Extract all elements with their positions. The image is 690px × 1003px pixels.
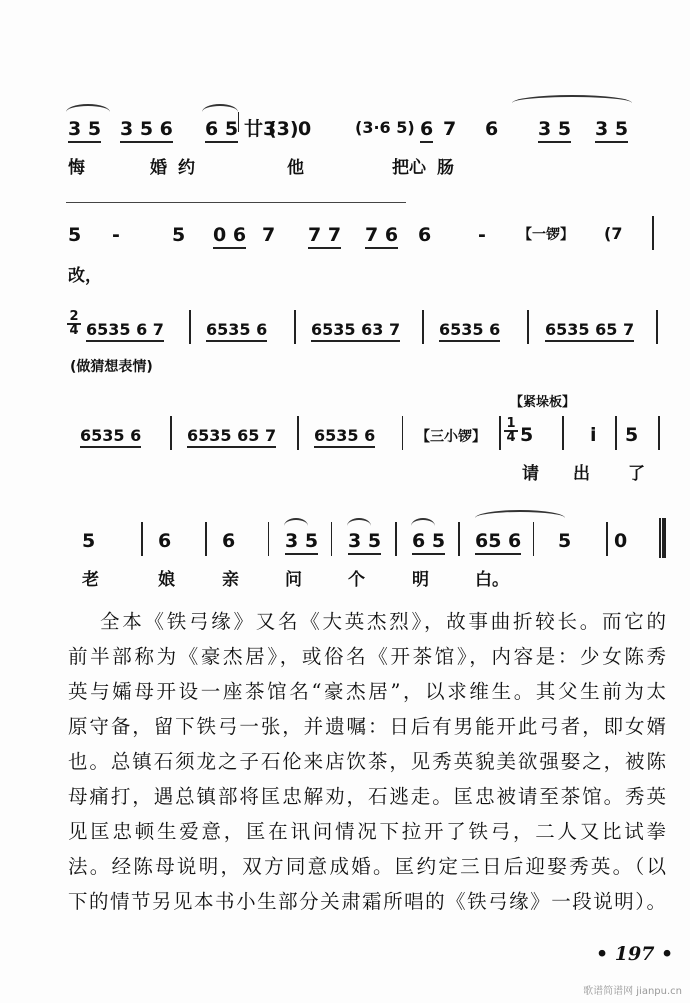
percussion-label: 【三小锣】 bbox=[416, 429, 486, 445]
lyric: 婚 bbox=[150, 158, 167, 178]
paragraph-line: 全本《铁弓缘》又名《大英杰烈》，故事曲折较长。而它的 bbox=[100, 610, 666, 633]
lyric: 肠 bbox=[437, 158, 454, 178]
slur bbox=[512, 95, 632, 111]
note-group: 6535 6 7 bbox=[86, 322, 164, 342]
note-group: 6535 65 7 bbox=[187, 428, 276, 448]
bar-line bbox=[658, 416, 660, 450]
lyric: 改， bbox=[68, 266, 102, 286]
lyric: 把心 bbox=[392, 158, 426, 178]
note-group: 3 5 bbox=[348, 532, 381, 555]
paragraph-line: 也。总镇石须龙之子石伦来店饮茶，见秀英貌美欲强娶之，被陈 bbox=[68, 750, 666, 773]
note-group: 3 5 bbox=[538, 120, 571, 143]
time-signature bbox=[504, 418, 518, 444]
paragraph-line: 法。经陈母说明，双方同意成婚。匡约定三日后迎娶秀英。（以 bbox=[68, 855, 666, 878]
bar-line bbox=[656, 310, 658, 344]
note: (7 bbox=[604, 224, 623, 243]
note: 0 bbox=[614, 530, 628, 552]
ts-bottom: 4 bbox=[506, 430, 516, 445]
ts-top: 2 bbox=[67, 311, 81, 325]
bar-line bbox=[268, 522, 269, 556]
note: 6 bbox=[420, 120, 433, 143]
note: 5 bbox=[520, 424, 534, 446]
description-paragraph bbox=[68, 604, 666, 919]
bar-line bbox=[615, 416, 617, 450]
lyric: 悔 bbox=[68, 158, 85, 178]
note-group: 65 6 bbox=[475, 532, 521, 555]
lyric: 个 bbox=[348, 570, 365, 590]
lyric: 白。 bbox=[475, 570, 509, 590]
bar-line bbox=[297, 416, 299, 450]
paragraph-line: 原守备，留下铁弓一张，并遗嘱：日后有男能开此弓者，即女婿 bbox=[68, 715, 666, 738]
note-group: 3 5 bbox=[595, 120, 628, 143]
page-number: • 197 • bbox=[596, 943, 674, 965]
note: 5 bbox=[558, 530, 572, 552]
note-group: 6 5 bbox=[412, 532, 445, 555]
note-group: 6535 6 bbox=[206, 322, 267, 342]
bar-line bbox=[562, 416, 564, 450]
bar-line bbox=[294, 310, 296, 344]
lyric: 约 bbox=[178, 158, 195, 178]
note-group: 6535 6 bbox=[314, 428, 375, 448]
note-group: 6535 6 bbox=[439, 322, 500, 342]
lyric: 了 bbox=[628, 464, 645, 484]
slur bbox=[475, 510, 565, 526]
note-group: 6535 65 7 bbox=[545, 322, 634, 342]
bar-line bbox=[606, 522, 608, 556]
paragraph-line: 英与孀母开设一座茶馆名“豪杰居”，以求维生。其父生前为太 bbox=[68, 680, 666, 703]
tempo-label: 【紧垛板】 bbox=[510, 395, 576, 410]
bar-line bbox=[499, 416, 501, 450]
bar-line bbox=[141, 522, 143, 556]
note: 6 bbox=[222, 530, 236, 552]
bar-line bbox=[533, 522, 534, 556]
bar-line bbox=[238, 112, 239, 132]
note: 6 bbox=[485, 118, 499, 140]
lyric: 老 bbox=[82, 570, 99, 590]
note-group: 7 6 bbox=[365, 226, 398, 249]
note-group: 7 7 bbox=[308, 226, 341, 249]
percussion-label: 【一锣】 bbox=[518, 227, 574, 243]
note: 5 bbox=[172, 224, 186, 246]
tie-line bbox=[66, 202, 406, 203]
note-group: (3·6 5) bbox=[355, 118, 415, 137]
bar-line bbox=[652, 216, 654, 250]
lyric: 请 bbox=[522, 464, 539, 484]
bar-line bbox=[170, 416, 172, 450]
note-group: 3 5 6 bbox=[120, 120, 173, 143]
note-group: 6 5 bbox=[205, 120, 238, 143]
lyric: 娘 bbox=[158, 570, 175, 590]
note: 6 bbox=[158, 530, 172, 552]
note-group: 6535 63 7 bbox=[311, 322, 400, 342]
lyric: 明 bbox=[412, 570, 429, 590]
note: 5 bbox=[68, 224, 82, 246]
paragraph-line: 见匡忠顿生爱意，匡在讯问情况下拉开了铁弓，二人又比试拳 bbox=[68, 820, 666, 843]
lyric: 出 bbox=[573, 464, 590, 484]
paragraph-line: 前半部称为《豪杰居》，或俗名《开茶馆》，内容是：少女陈秀 bbox=[68, 645, 666, 668]
paragraph-line: 下的情节另见本书小生部分关肃霜所唱的《铁弓缘》一段说明）。 bbox=[68, 890, 666, 913]
note-group: 3 5 bbox=[285, 532, 318, 555]
bar-line bbox=[205, 522, 207, 556]
bar-line bbox=[422, 310, 424, 344]
bar-line bbox=[189, 310, 191, 344]
note-group: 3 5 bbox=[68, 120, 101, 143]
note-group: (3) bbox=[268, 118, 299, 140]
bar-line bbox=[527, 310, 529, 344]
lyric: 问 bbox=[285, 570, 302, 590]
note: 7 bbox=[443, 118, 457, 140]
note: 5 bbox=[82, 530, 96, 552]
note: 5 bbox=[625, 424, 639, 446]
paragraph-line: 母痛打，遇总镇部将匡忠解劝，石逃走。匡忠被请至茶馆。秀英 bbox=[68, 785, 666, 808]
dash: - bbox=[478, 224, 486, 246]
note: 7 bbox=[262, 224, 276, 246]
watermark: 歌谱简谱网 jianpu.cn bbox=[583, 986, 682, 997]
lyric: 他 bbox=[287, 158, 304, 178]
bar-line bbox=[458, 522, 460, 556]
bar-line bbox=[331, 522, 332, 556]
note-group: 6535 6 bbox=[80, 428, 141, 448]
note-group: 廿3 bbox=[244, 118, 277, 140]
note: 6 bbox=[418, 224, 432, 246]
time-signature bbox=[67, 311, 81, 337]
note: 0 bbox=[298, 118, 312, 140]
stage-direction: (做猜想表情) bbox=[70, 359, 153, 375]
ts-top: 1 bbox=[504, 418, 518, 432]
bar-line bbox=[402, 416, 403, 450]
bar-line bbox=[395, 522, 397, 556]
ts-bottom: 4 bbox=[69, 323, 79, 338]
lyric: 亲 bbox=[222, 570, 239, 590]
dash: - bbox=[112, 224, 120, 246]
note: i bbox=[590, 424, 597, 446]
final-bar-line bbox=[659, 518, 666, 558]
note-group: 0 6 bbox=[213, 226, 246, 249]
